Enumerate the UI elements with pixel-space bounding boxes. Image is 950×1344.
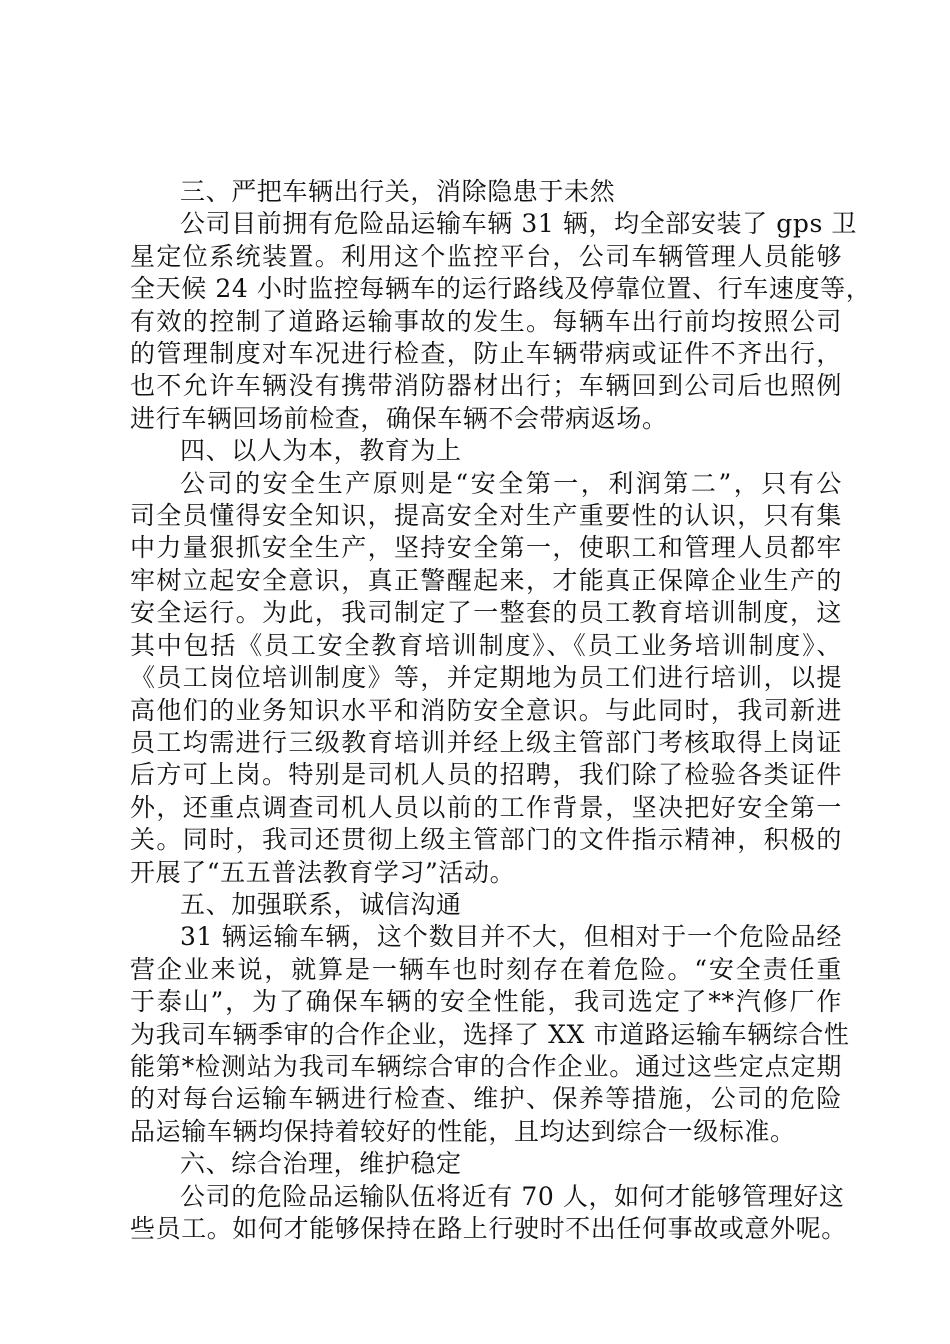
text-line: 的管理制度对车况进行检查，防止车辆带病或证件不齐出行，	[130, 339, 842, 369]
text-line: 全天候 24 小时监控每辆车的运行路线及停靠位置、行车速度等，	[130, 274, 872, 304]
text-line: 公司的危险品运输队伍将近有 70 人，如何才能够管理好这	[180, 1181, 845, 1211]
document-page	[130, 176, 872, 1245]
section-heading: 三、严把车辆出行关，消除隐患于未然	[180, 177, 616, 206]
section-people-education	[130, 435, 842, 889]
section-paragraph	[130, 208, 872, 435]
text-line: 些员工。如何才能够保持在路上行驶时不出任何事故或意外呢。	[130, 1214, 847, 1243]
text-line: 牢树立起安全意识，真正警醒起来，才能真正保障企业生产的	[130, 565, 842, 595]
text-line: 安全运行。为此，我司制定了一整套的员工教育培训制度，这	[130, 598, 842, 628]
text-line: 营企业来说，就算是一辆车也时刻存在着危险。“安全责任重	[130, 954, 842, 984]
section-heading: 五、加强联系，诚信沟通	[180, 889, 462, 919]
text-line: 于泰山”，为了确保车辆的安全性能，我司选定了**汽修厂作	[130, 987, 842, 1017]
section-paragraph	[130, 921, 850, 1148]
section-paragraph	[130, 1181, 847, 1246]
text-line: 《员工岗位培训制度》等，并定期地为员工们进行培训，以提	[130, 663, 842, 693]
section-communication	[130, 889, 850, 1148]
text-line: 高他们的业务知识水平和消防安全意识。与此同时，我司新进	[130, 695, 842, 725]
text-line: 开展了“五五普法教育学习”活动。	[130, 857, 516, 887]
text-line: 进行车辆回场前检查，确保车辆不会带病返场。	[130, 403, 668, 433]
text-line: 品运输车辆均保持着较好的性能，且均达到综合一级标准。	[130, 1116, 796, 1146]
text-line: 公司目前拥有危险品运输车辆 31 辆，均全部安装了 gps 卫	[180, 209, 858, 239]
text-line: 的对每台运输车辆进行检查、维护、保养等措施，公司的危险	[130, 1084, 842, 1114]
text-line: 后方可上岗。特别是司机人员的招聘，我们除了检验各类证件	[130, 760, 842, 790]
text-line: 外，还重点调查司机人员以前的工作背景，坚决把好安全第一	[130, 792, 842, 822]
text-line: 能第*检测站为我司车辆综合审的合作企业。通过这些定点定期	[130, 1051, 842, 1081]
text-line: 司全员懂得安全知识，提高安全对生产重要性的认识，只有集	[130, 501, 842, 531]
section-paragraph	[130, 468, 842, 889]
text-line: 星定位系统装置。利用这个监控平台，公司车辆管理人员能够	[130, 241, 842, 271]
text-line: 其中包括《员工安全教育培训制度》、《员工业务培训制度》、	[130, 630, 842, 660]
text-line: 公司的安全生产原则是“安全第一，利润第二”，只有公	[180, 468, 842, 498]
section-governance	[130, 1148, 847, 1245]
text-line: 也不允许车辆没有携带消防器材出行；车辆回到公司后也照例	[130, 371, 842, 401]
text-line: 31 辆运输车辆，这个数目并不大，但相对于一个危险品经	[180, 922, 842, 952]
text-line: 中力量狠抓安全生产，坚持安全第一，使职工和管理人员都牢	[130, 533, 842, 563]
text-line: 为我司车辆季审的合作企业，选择了 XX 市道路运输车辆综合性	[130, 1019, 850, 1049]
text-line: 有效的控制了道路运输事故的发生。每辆车出行前均按照公司	[130, 306, 842, 336]
section-heading: 六、综合治理，维护稳定	[180, 1149, 462, 1179]
text-line: 员工均需进行三级教育培训并经上级主管部门考核取得上岗证	[130, 727, 842, 757]
section-heading: 四、以人为本，教育为上	[180, 436, 462, 466]
section-vehicle-safety	[130, 176, 872, 435]
text-line: 关。同时，我司还贯彻上级主管部门的文件指示精神，积极的	[130, 825, 842, 855]
